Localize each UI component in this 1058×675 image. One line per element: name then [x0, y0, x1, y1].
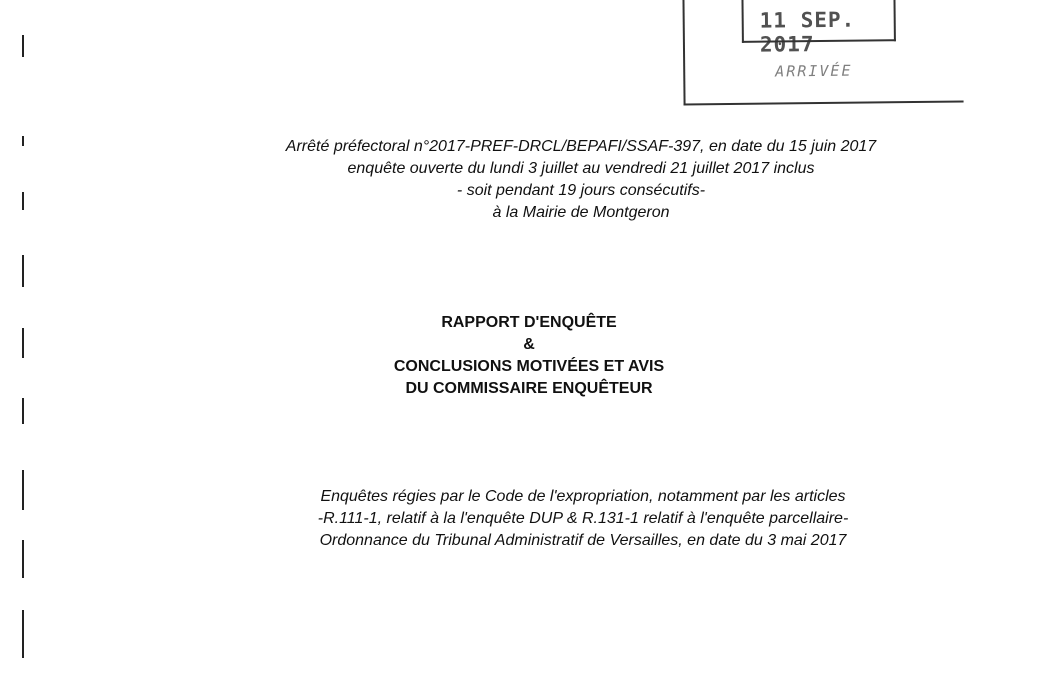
binding-mark	[22, 540, 24, 578]
title-line-commissioner: DU COMMISSAIRE ENQUÊTEUR	[405, 380, 653, 397]
legal-line: -R.111-1, relatif à la l'enquête DUP & R.131-1 relatif à l'enquête parcellaire-	[317, 510, 849, 527]
stamp-date: 11 SEP. 2017	[759, 7, 856, 57]
binding-mark	[22, 398, 24, 424]
binding-mark	[22, 35, 24, 57]
binding-mark	[22, 610, 24, 658]
title-line-ampersand: &	[523, 336, 535, 353]
document-title	[0, 312, 1058, 400]
binding-mark	[22, 136, 24, 146]
inquiry-location-line: à la Mairie de Montgeron	[492, 204, 670, 221]
stamp-date-box	[741, 0, 895, 57]
arrival-stamp	[682, 0, 963, 105]
inquiry-dates-line: enquête ouverte du lundi 3 juillet au vendredi 21 juillet 2017 inclus	[347, 160, 815, 177]
decree-reference	[52, 136, 1058, 224]
title-line-report: RAPPORT D'ENQUÊTE	[441, 314, 617, 331]
inquiry-duration-line: - soit pendant 19 jours consécutifs-	[456, 182, 706, 199]
binding-mark	[22, 470, 24, 510]
stamp-label: ARRIVÉE	[775, 61, 853, 81]
binding-mark	[22, 255, 24, 287]
legal-basis	[54, 486, 1058, 552]
legal-line: Enquêtes régies par le Code de l'expropriation, notamment par les articles	[320, 488, 846, 505]
legal-line: Ordonnance du Tribunal Administratif de Versailles, en date du 3 mai 2017	[319, 532, 847, 549]
binding-mark	[22, 192, 24, 210]
decree-line: Arrêté préfectoral n°2017-PREF-DRCL/BEPAFI/SSAF-397, en date du 15 juin 2017	[285, 138, 877, 155]
title-line-conclusions: CONCLUSIONS MOTIVÉES ET AVIS	[393, 358, 665, 375]
